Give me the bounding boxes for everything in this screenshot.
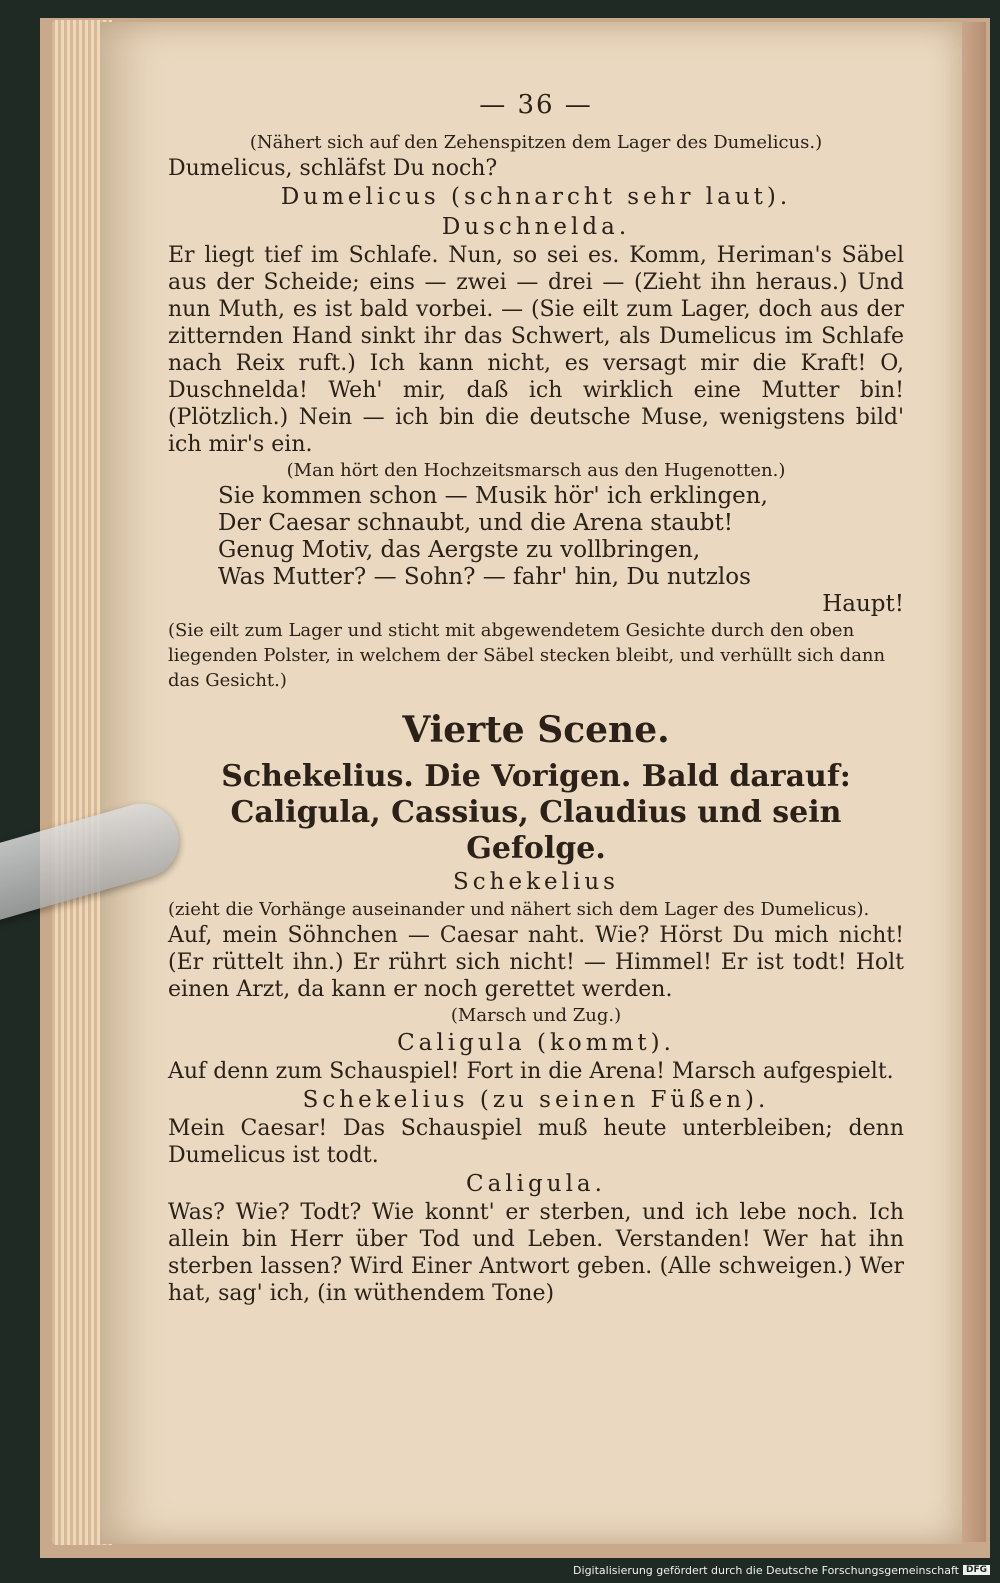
text-line: (Sie eilt zum Lager und sticht mit abgewendetem Gesichte durch den oben liegenden Polster, in welchem der Säbel stecken bleibt, und verhüllt sich dann das Gesicht.) bbox=[168, 620, 886, 691]
right-page-edge bbox=[962, 22, 986, 1542]
text-line: Mein Caesar! Das Schauspiel muß heute unterbleiben; denn Dumelicus ist todt. bbox=[168, 1116, 904, 1168]
text-line: Was? Wie? Todt? Wie konnt' er sterben, und ich lebe noch. Ich allein bin Herr über Tod und Leben. Verstanden! Wer hat ihn sterben lassen? Wird Einer Antwort geben. (Alle schweigen.) Wer hat, sag' ich, (in wüthendem Tone) bbox=[168, 1200, 904, 1306]
text-line: Caligula. bbox=[466, 1171, 606, 1197]
text-line: Vierte Scene. bbox=[402, 709, 670, 751]
text-line: Dumelicus (schnarcht sehr laut). bbox=[280, 184, 792, 210]
text-line: Sie kommen schon — Musik hör' ich erklingen, bbox=[218, 483, 768, 509]
page-text bbox=[168, 90, 904, 1307]
text-line: Dumelicus, schläfst Du noch? bbox=[168, 156, 498, 181]
text-line: Schekelius. Die Vorigen. Bald darauf: Caligula, Cassius, Claudius und sein Gefolge. bbox=[221, 759, 851, 866]
text-line: Auf denn zum Schauspiel! Fort in die Arena! Marsch aufgespielt. bbox=[168, 1059, 894, 1084]
dfg-logo: DFG bbox=[963, 1565, 990, 1575]
text-line: Der Caesar schnaubt, und die Arena staubt! bbox=[218, 510, 734, 536]
text-line: Er liegt tief im Schlafe. Nun, so sei es. Komm, Heriman's Säbel aus der Scheide; eins — zwei — drei — (Zieht ihn heraus.) Und nun Muth, es ist bald vorbei. — (Sie eilt zum Lager, doch aus der zitternden Hand sinkt ihr das Schwert, als Dumelicus im Schlafe nach Reix ruft.) Ich kann nicht, es versagt mir die Kraft! O, Duschnelda! Weh' mir, daß ich wirklich eine Mutter bin! (Plötzlich.) Nein — ich bin die deutsche Muse, wenigstens bild' ich mir's ein. bbox=[168, 243, 904, 457]
text-line: Was Mutter? — Sohn? — fahr' hin, Du nutzlos bbox=[218, 564, 751, 590]
text-lines bbox=[168, 130, 904, 1307]
text-line: (Marsch und Zug.) bbox=[450, 1005, 622, 1026]
text-line: Genug Motiv, das Aergste zu vollbringen, bbox=[218, 537, 701, 563]
text-line: (Nähert sich auf den Zehenspitzen dem Lager des Dumelicus.) bbox=[249, 132, 823, 153]
footer bbox=[573, 1561, 990, 1579]
text-line: Caligula (kommt). bbox=[397, 1030, 675, 1056]
text-line: Schekelius (zu seinen Füßen). bbox=[302, 1087, 770, 1113]
text-line: Haupt! bbox=[822, 591, 904, 617]
text-line: Schekelius bbox=[453, 869, 619, 895]
page-number: — 36 — bbox=[479, 90, 593, 120]
text-line: Auf, mein Söhnchen — Caesar naht. Wie? Hörst Du mich nicht! (Er rüttelt ihn.) Er rührt sich nicht! — Himmel! Er ist todt! Holt einen Arzt, da kann er noch gerettet werden. bbox=[168, 923, 904, 1002]
footer-text: Digitalisierung gefördert durch die Deutsche Forschungsgemeinschaft bbox=[573, 1563, 959, 1577]
text-line: (Man hört den Hochzeitsmarsch aus den Hugenotten.) bbox=[286, 460, 786, 481]
text-line: (zieht die Vorhänge auseinander und nähert sich dem Lager des Dumelicus). bbox=[168, 899, 870, 920]
text-line: Duschnelda. bbox=[441, 214, 631, 240]
